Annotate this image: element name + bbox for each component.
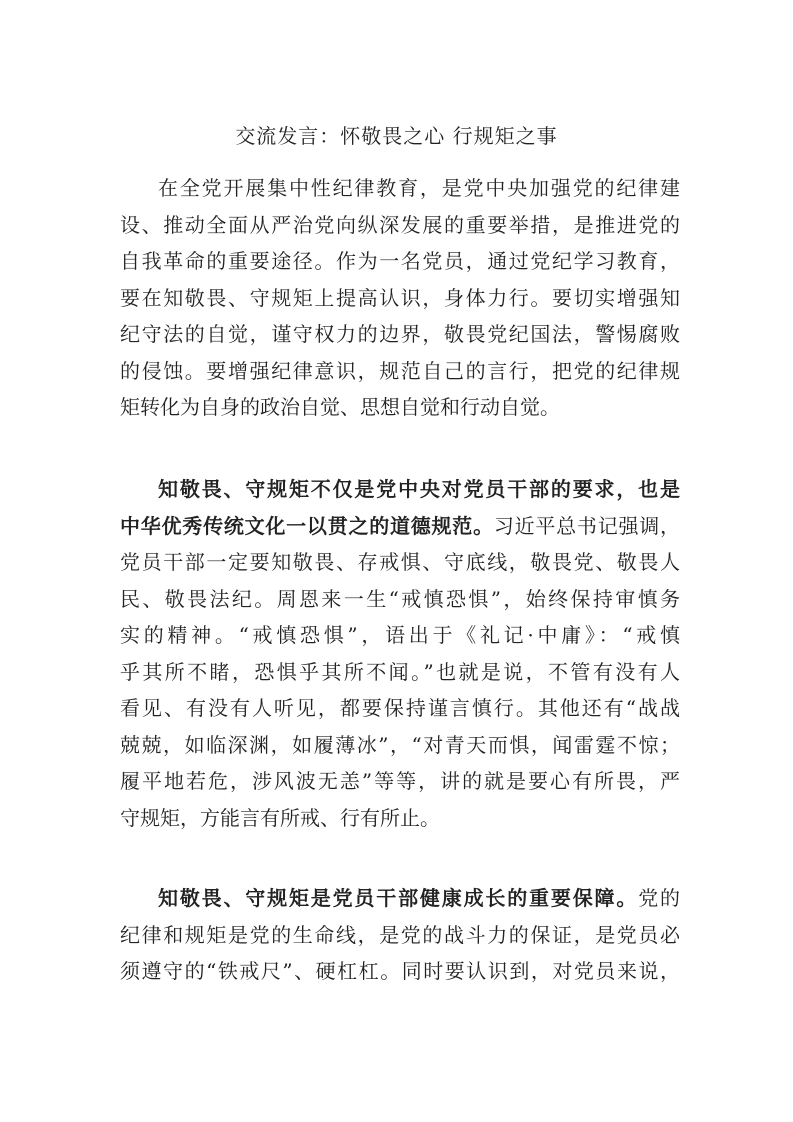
text-line	[120, 207, 680, 244]
text-line	[120, 544, 680, 581]
line-text: 兢兢，如临深渊，如履薄冰”，“对青天而惧，闻雷霆不惊；	[120, 732, 680, 757]
text-line	[120, 953, 680, 990]
line-text: 纪守法的自觉，谨守权力的边界，敬畏党纪国法，警惕腐败	[120, 322, 680, 346]
line-text: 矩转化为自身的政治自觉、思想自觉和行动自觉。	[120, 395, 560, 419]
line-text: 的侵蚀。要增强纪律意识，规范自己的言行，把党的纪律规	[120, 358, 680, 383]
line-text: 须遵守的“铁戒尺”、硬杠杠。同时要认识到，对党员来说，	[120, 959, 680, 983]
paragraph-1	[120, 170, 680, 426]
line-text: 设、推动全面从严治党向纵深发展的重要举措，是推进党的	[120, 212, 680, 237]
line-text: 自我革命的重要途径。作为一名党员，通过党纪学习教育，	[120, 249, 680, 273]
line-text: 履平地若危，涉风波无恙”等等，讲的就是要心有所畏，严	[120, 769, 680, 793]
line-text: 习近平总书记强调，	[493, 513, 681, 538]
text-line	[120, 617, 680, 654]
text-line	[120, 880, 680, 917]
text-line	[120, 243, 680, 280]
text-line	[120, 690, 680, 727]
paragraph-2	[120, 471, 680, 836]
text-line	[120, 800, 680, 837]
text-line	[120, 581, 680, 618]
text-line	[120, 170, 680, 207]
line-text: 民、敬畏法纪。周恩来一生“戒慎恐惧”，始终保持审慎务	[120, 586, 680, 611]
document-title: 交流发言：怀敬畏之心 行规矩之事	[235, 124, 558, 148]
line-text: 党员干部一定要知敬畏、存戒惧、守底线，敬畏党、敬畏人	[120, 550, 680, 574]
line-text: 看见、有没有人听见，都要保持谨言慎行。其他还有“战战	[120, 696, 680, 720]
text-line	[120, 316, 680, 353]
line-text: 实的精神。“戒慎恐惧”，语出于《礼记·中庸》：“戒慎	[120, 623, 680, 647]
text-line	[120, 389, 680, 426]
bold-lead-text: 知敬畏、守规矩是党员干部健康成长的重要保障。	[158, 886, 639, 910]
text-line	[120, 471, 680, 508]
text-line	[120, 917, 680, 954]
line-text: 乎其所不睹，恐惧乎其所不闻。”也就是说，不管有没有人	[120, 659, 680, 684]
line-text: 守规矩，方能言有所戒、行有所止。	[120, 805, 440, 830]
text-line	[120, 280, 680, 317]
text-line	[120, 727, 680, 764]
line-text: 要在知敬畏、守规矩上提高认识，身体力行。要切实增强知	[120, 285, 680, 310]
line-text: 纪律和规矩是党的生命线，是党的战斗力的保证，是党员必	[120, 922, 680, 947]
text-line	[120, 654, 680, 691]
text-line	[120, 763, 680, 800]
line-text: 在全党开展集中性纪律教育，是党中央加强党的纪律建	[158, 176, 680, 200]
text-line	[120, 508, 680, 545]
text-line	[120, 353, 680, 390]
bold-lead-text: 知敬畏、守规矩不仅是党中央对党员干部的要求，也是	[158, 477, 680, 501]
line-text: 党的	[638, 886, 681, 910]
bold-lead-text: 中华优秀传统文化一以贯之的道德规范。	[120, 513, 494, 538]
paragraph-3	[120, 880, 680, 990]
